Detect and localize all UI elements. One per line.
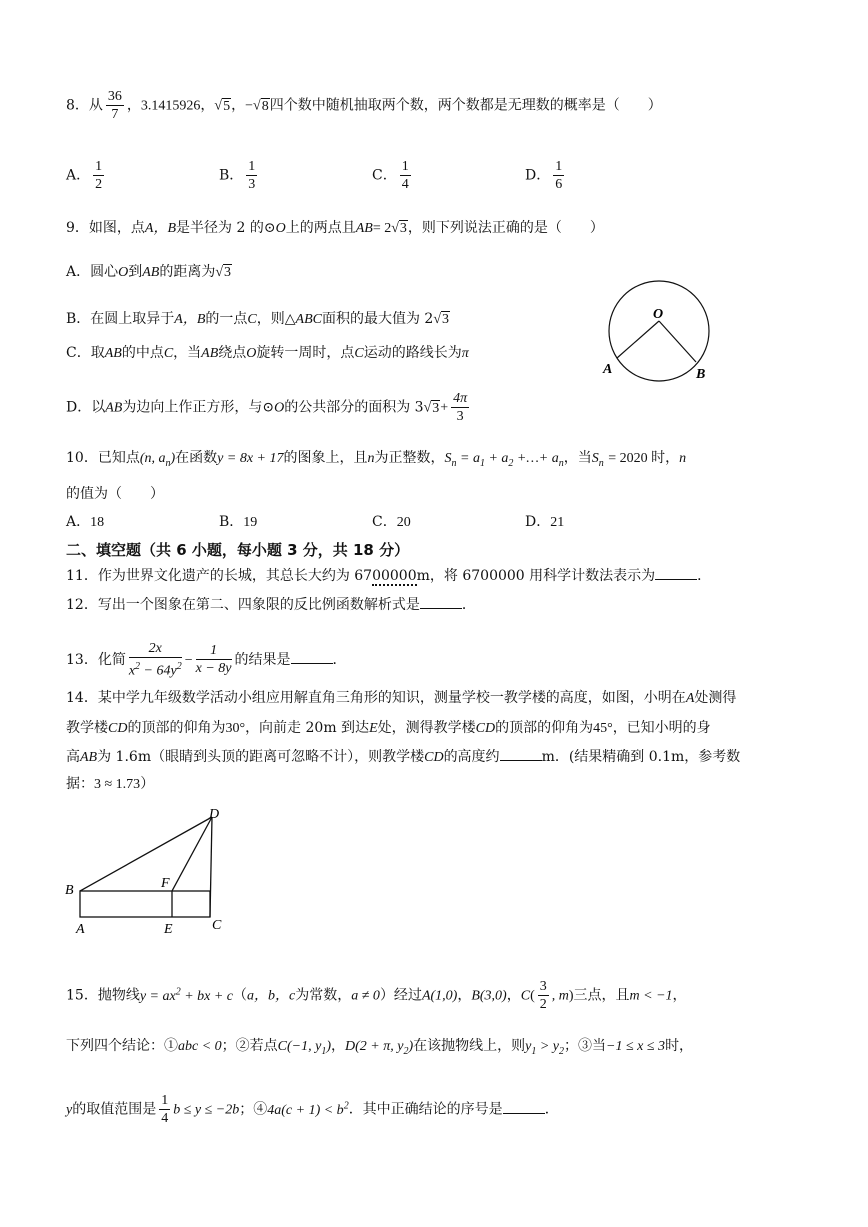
question-10-option-a: A．18 <box>66 514 105 530</box>
question-10-stem: 10．已知点(n, $a_n$)在函数y = 8x + 17的图象上，且n为正整数，$S_n = a_1 + a_2$ +…+ $a_n$，当$S_n = 2020$ 时，n <box>66 450 687 469</box>
answer-blank[interactable] <box>655 565 697 580</box>
question-10-option-d: D．21 <box>525 514 565 530</box>
question-9-option-b: B．在圆上取异于A，B的一点C，则△ABC面积的最大值为 2√3 <box>66 311 450 327</box>
answer-blank[interactable] <box>420 594 462 609</box>
question-15-line3: y的取值范围是 $\frac{1}{4}$ b ≤ y ≤ −2b；④4a(c + $1) < b^2$．其中正确结论的序号是 ． <box>66 1093 559 1126</box>
building-figure <box>62 805 237 940</box>
label-c: C <box>212 918 222 933</box>
question-12: 12．写出一个图象在第二、四象限的反比例函数解析式是 ． <box>66 594 476 615</box>
question-15-line1: 15．抛物线$y = ax^2$ + bx + c（a，b，c为常数，a ≠ 0）经过A(1,0)，B(3,0)，C( $\frac{3}{2}$ , m)三点，且m < −1， <box>66 979 687 1012</box>
label-d: D <box>209 807 220 822</box>
section-heading: 二、填空题（共 6 小题，每小题 3 分，共 18 分） <box>66 541 410 559</box>
question-14-line4: 据：3 ≈ 1.73） <box>66 776 155 792</box>
question-8-option-b: B． $\frac{1}{3}$ <box>219 159 256 192</box>
label-a: A <box>603 362 613 377</box>
question-9-option-c: C．取AB的中点C，当AB绕点O旋转一周时，点C运动的路线长为π <box>66 345 469 361</box>
question-9-stem: 9．如图，点A，B是半径为 2 的⊙O上的两点且AB= 2√3，则下列说法正确的是（ ） <box>66 220 604 236</box>
question-9-option-d: D．以AB为边向上作正方形，与⊙O的公共部分的面积为 3√3+ $\frac{4\pi}{3}$ <box>66 391 468 424</box>
question-9-option-a: A．圆心O到AB的距离为√3 <box>66 264 232 280</box>
answer-blank[interactable] <box>500 746 542 761</box>
question-8-stem: 8．从 $\frac{36}{7}$ ，3.1415926，√5，−√8四个数中随机抽取两个数，两个数都是无理数的概率是（ ） <box>66 89 662 122</box>
label-e: E <box>164 922 173 937</box>
circle-o <box>609 281 709 381</box>
radius-ob <box>659 321 696 362</box>
question-14-line2: 教学楼CD的顶部的仰角为30°，向前走 20m 到达E处，测得教学楼CD的顶部的仰角为45°，已知小明的身 <box>66 720 711 736</box>
answer-blank[interactable] <box>291 649 333 664</box>
question-14-line1: 14．某中学九年级数学活动小组应用解直角三角形的知识，测量学校一教学楼的高度，如图，小明在A处测得 <box>66 690 737 706</box>
sqrt-8: √8 <box>253 98 269 114</box>
question-8-option-c: C． $\frac{1}{4}$ <box>372 159 409 192</box>
label-o: O <box>653 307 664 322</box>
fraction-36-7: $\frac{36}{7}$ <box>107 89 122 122</box>
question-8-option-d: D． $\frac{1}{6}$ <box>525 159 563 192</box>
question-8-option-a: A． $\frac{1}{2}$ <box>66 159 103 192</box>
circle-figure <box>600 280 720 390</box>
question-10-option-b: B．19 <box>219 514 258 530</box>
question-14-line3: 高AB为 1.6m（眼睛到头顶的距离可忽略不计），则教学楼CD的高度约 m．(结果精确到 0.1m，参考数 <box>66 746 740 768</box>
label-b: B <box>696 367 706 382</box>
question-15-line2: 下列四个结论：①abc < 0；②若点C(−1, $y_1$)，D(2 + π, $y_2$)在该抛物线上，则$y_1 > y_2$；③当−1 ≤ x ≤ 3时， <box>66 1038 694 1057</box>
radius-oa <box>617 321 659 358</box>
question-10-option-c: C．20 <box>372 514 411 530</box>
label-a: A <box>76 922 85 937</box>
ground-rect <box>80 891 210 917</box>
sqrt-5: √5 <box>214 98 231 114</box>
question-13: 13．化简 $\frac{2x}{x^2 - 64y^2}$ − $\frac{1}{x - 8y}$ 的结果是 ． <box>66 641 347 679</box>
answer-blank[interactable] <box>503 1099 545 1114</box>
question-10-line2: 的值为（ ） <box>66 486 164 502</box>
label-f: F <box>161 876 170 891</box>
label-b: B <box>65 883 74 898</box>
question-11: 11．作为世界文化遗产的长城，其总长大约为 6700000m，将 6700000 用科学计数法表示为 ． <box>66 565 711 586</box>
